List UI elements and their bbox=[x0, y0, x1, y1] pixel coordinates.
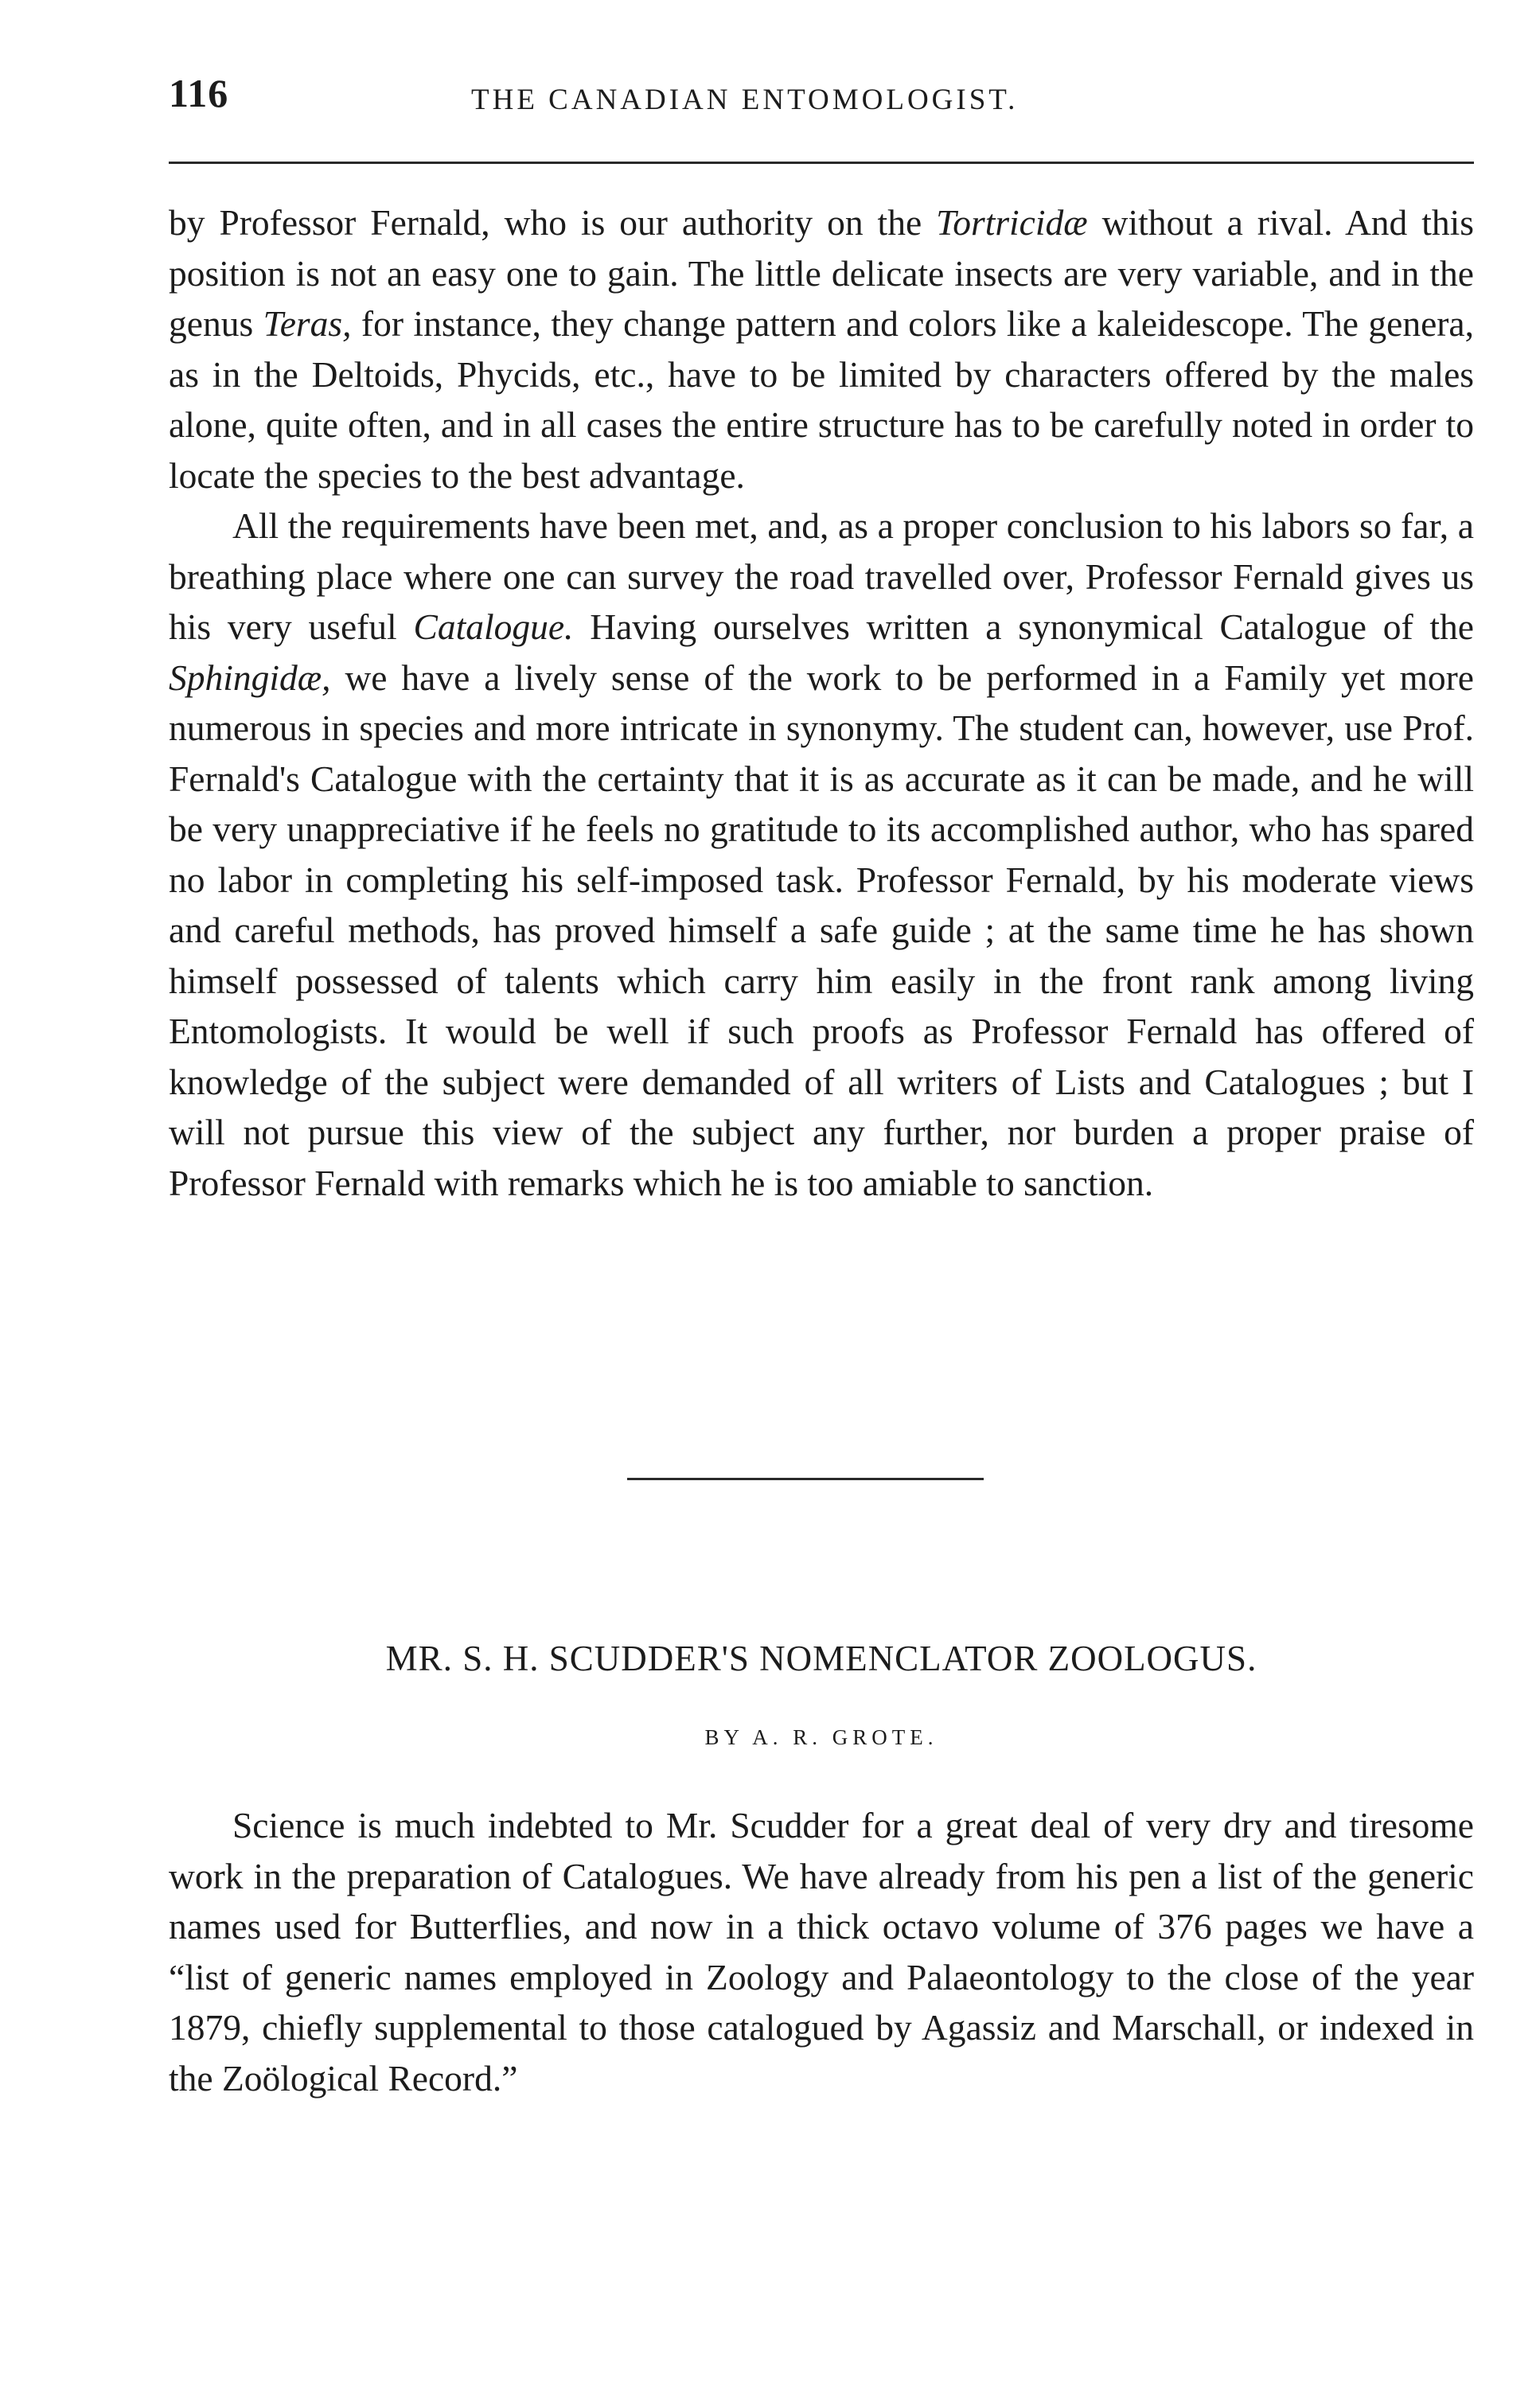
running-title: THE CANADIAN ENTOMOLOGIST. bbox=[471, 84, 1019, 116]
page-header bbox=[169, 70, 1474, 126]
text-run: without a rival. And this position is not an easy one to gain. The little delicate insects are very variable, and in the genus bbox=[169, 202, 1474, 344]
italic-term: Teras, bbox=[263, 303, 352, 344]
continued-paragraph-1 bbox=[169, 197, 1474, 501]
section-divider bbox=[627, 1478, 984, 1480]
italic-term: Sphingidæ, bbox=[169, 657, 331, 698]
text-run: we have a lively sense of the work to be performed in a Family yet more numerous in species and more intricate in synonymy. The student can, however, use Prof. Fernald's Catalogue with the certainty that it is as accurate as it can be made, and he will be very unappreciative if he feels no gratitude to its accomplished author, who has spared no labor in completing his self-imposed task. Professor Fernald, by his moderate views and careful methods, has proved himself a safe guide ; at the same time he has shown himself possessed of talents which carry him easily in the front rank among living Entomologists. It would be well if such proofs as Professor Fernald has offered of knowledge of the subject were demanded of all writers of Lists and Catalogues ; but I will not pursue this view of the subject any further, nor burden a proper praise of Professor Fernald with remarks which he is too amiable to sanction. bbox=[169, 657, 1474, 1203]
italic-term: Catalogue. bbox=[413, 606, 574, 647]
text-run: for instance, they change pattern and colors like a kaleidescope. The genera, as in the Deltoids, Phycids, etc., have to be limited by characters offered by the males alone, quite often, and in all cases the entire structure has to be carefully noted in order to locate the species to the best advantage. bbox=[169, 303, 1475, 496]
continued-paragraph-2 bbox=[169, 501, 1474, 1208]
text-run: by Professor Fernald, who is our authority on the bbox=[169, 202, 937, 243]
article-body bbox=[169, 1800, 1474, 2103]
text-run: All the requirements have been met, and, as a proper conclusion to his labors so far, a breathing place where one can survey the road travelled over, Professor Fernald gives us his very useful bbox=[169, 505, 1474, 647]
page-number: 116 bbox=[169, 71, 229, 115]
article-byline: BY A. R. GROTE. bbox=[704, 1725, 938, 1749]
article-paragraph-1: Science is much indebted to Mr. Scudder for a great deal of very dry and tiresome work in the preparation of Catalogues. We have already from his pen a list of the generic names used for Butterflies, and now in a thick octavo volume of 376 pages we have a “list of generic names employed in Zoology and Palaeontology to the close of the year 1879, chiefly supplemental to those catalogued by Agassiz and Marschall, or indexed in the Zoölogical Record.” bbox=[169, 1805, 1474, 2099]
article-title: MR. S. H. SCUDDER'S NOMENCLATOR ZOOLOGUS. bbox=[385, 1639, 1257, 1678]
header-rule bbox=[169, 162, 1474, 164]
continued-text bbox=[169, 197, 1474, 1208]
text-run: Having ourselves written a synonymical Catalogue of the bbox=[573, 606, 1475, 647]
italic-term: Tortricidæ bbox=[936, 202, 1088, 243]
